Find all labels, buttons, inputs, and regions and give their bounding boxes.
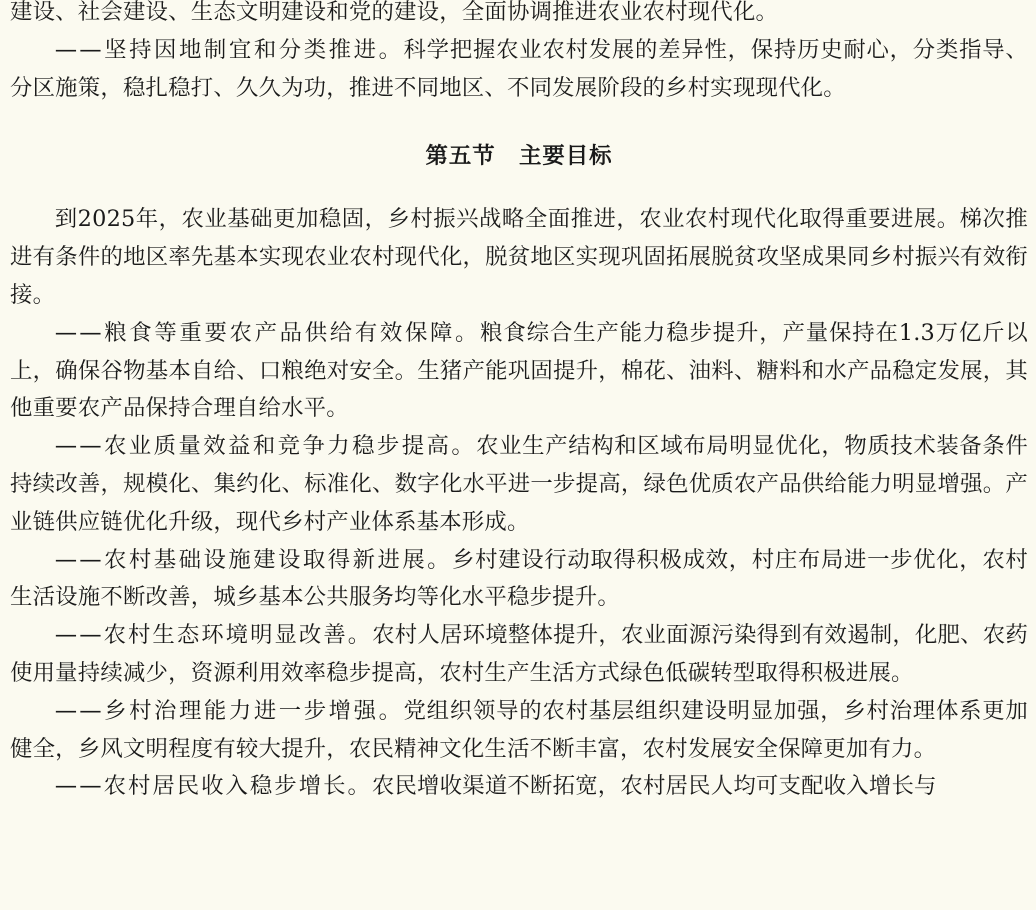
- section-heading: 第五节 主要目标: [425, 143, 613, 170]
- body-paragraph-ecology: [10, 617, 1028, 693]
- paragraph-lead-in: ——农业质量效益和竞争力稳步提高。: [54, 433, 477, 460]
- intro-paragraph-1: [10, 0, 1028, 32]
- body-paragraph-goals-2025: [10, 201, 1028, 314]
- paragraph-text: 农村人居环境整体提升，农业面源污染得到有效遏制，化肥、农药使用量持续减少，资源利用效率稳步提高，农村生产生活方式绿色低碳转型取得积极进展。: [10, 622, 1028, 686]
- paragraph-lead-in: ——粮食等重要农产品供给有效保障。: [54, 319, 481, 346]
- paragraph-text: 粮食综合生产能力稳步提升，产量保持在1.3万亿斤以上，确保谷物基本自给、口粮绝对安全。生猪产能巩固提升，棉花、油料、糖料和水产品稳定发展，其他重要农产品保持合理自给水平。: [10, 319, 1029, 422]
- paragraph-text: 农业生产结构和区域布局明显优化，物质技术装备条件持续改善，规模化、集约化、标准化、数字化水平进一步提高，绿色优质农产品供给能力明显增强。产业链供应链优化升级，现代乡村产业体系基本形成。: [10, 433, 1028, 535]
- body-paragraph-agri-quality: [10, 428, 1028, 541]
- paragraph-lead-in: ——农村生态环境明显改善。: [54, 622, 373, 649]
- paragraph-text: 农民增收渠道不断拓宽，农村居民人均可支配收入增长与: [371, 773, 937, 800]
- paragraph-lead-in: ——乡村治理能力进一步增强。: [54, 697, 404, 724]
- paragraph-text: 乡村建设行动取得积极成效，村庄布局进一步优化，农村生活设施不断改善，城乡基本公共服务均等化水平稳步提升。: [10, 546, 1029, 611]
- body-paragraph-income: [10, 768, 1028, 806]
- paragraph-text: 到2025年，农业基础更加稳固，乡村振兴战略全面推进，农业农村现代化取得重要进展。梯次推进有条件的地区率先基本实现农业农村现代化，脱贫地区实现巩固拓展脱贫攻坚成果同乡村振兴有效衔接。: [10, 206, 1028, 308]
- paragraph-lead-in: ——农村基础设施建设取得新进展。: [54, 546, 453, 573]
- body-paragraph-infrastructure: [10, 542, 1028, 618]
- paragraph-lead-in: ——农村居民收入稳步增长。: [54, 773, 372, 800]
- body-paragraph-food-supply: [10, 315, 1028, 428]
- paragraph-text: 建设、社会建设、生态文明建设和党的建设，全面协调推进农业农村现代化。: [10, 0, 779, 25]
- paragraph-text: 科学把握农业农村发展的差异性，保持历史耐心，分类指导、分区施策，稳扎稳打、久久为功，推进不同地区、不同发展阶段的乡村实现现代化。: [10, 36, 1028, 101]
- paragraph-text: 党组织领导的农村基层组织建设明显加强，乡村治理体系更加健全，乡风文明程度有较大提升，农民精神文化生活不断丰富，农村发展安全保障更加有力。: [10, 697, 1028, 762]
- paragraph-lead-in: ——坚持因地制宜和分类推进。: [54, 36, 404, 63]
- body-paragraph-governance: [10, 693, 1028, 769]
- intro-paragraph-2: [10, 32, 1028, 108]
